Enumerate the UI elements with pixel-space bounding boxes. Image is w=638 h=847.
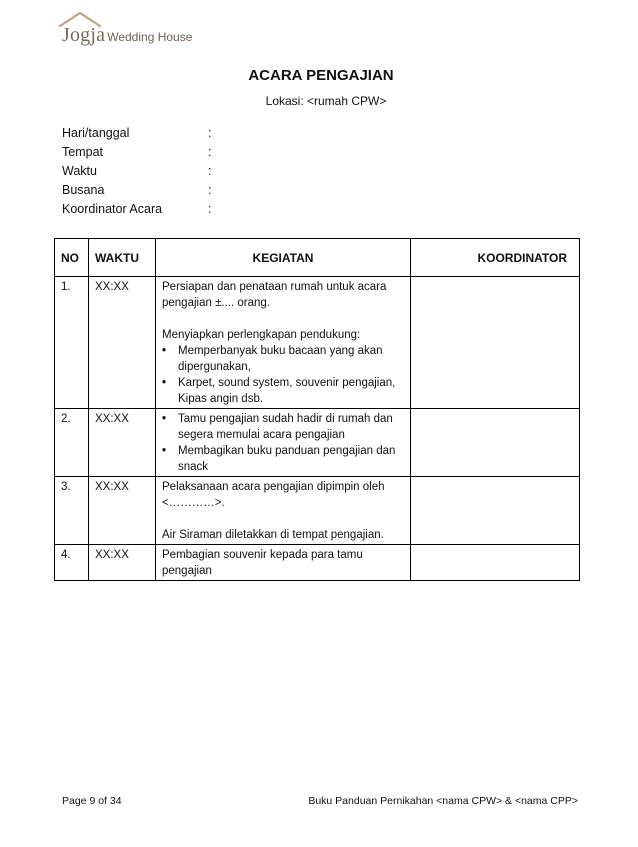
cell-kegiatan: [156, 477, 411, 545]
bullet-item: • Memperbanyak buku bacaan yang akan dipergunakan,: [162, 343, 404, 375]
info-colon: :: [208, 126, 212, 140]
logo: [58, 10, 228, 46]
cell-no: 4.: [55, 545, 89, 581]
info-label: Waktu: [62, 164, 97, 178]
activity-text: Menyiapkan perlengkapan pendukung:: [162, 329, 361, 341]
info-label: Hari/tanggal: [62, 126, 130, 140]
info-colon: :: [208, 145, 212, 159]
cell-no: 2.: [55, 409, 89, 477]
cell-kegiatan: [156, 545, 411, 581]
activity-text: Pembagian souvenir kepada para tamu pengajian: [162, 549, 363, 577]
header-koordinator: KOORDINATOR: [411, 239, 580, 277]
header-no: NO: [55, 239, 89, 277]
document-title-text: ACARA PENGAJIAN: [248, 67, 394, 84]
schedule-table: [54, 238, 580, 581]
page-number: Page 9 of 34: [62, 795, 122, 807]
info-label: Tempat: [62, 145, 103, 159]
bullet-item: • Karpet, sound system, souvenir pengajian, Kipas angin dsb.: [162, 375, 404, 407]
info-label: Busana: [62, 183, 105, 197]
footer-book-title: Buku Panduan Pernikahan <nama CPW> & <nama CPP>: [308, 795, 578, 807]
document-title: [0, 67, 638, 84]
info-label: Koordinator Acara: [62, 202, 163, 216]
cell-koordinator: [411, 409, 580, 477]
cell-waktu: XX:XX: [89, 277, 156, 409]
header-kegiatan: KEGIATAN: [156, 239, 411, 277]
activity-text: Persiapan dan penataan rumah untuk acara pengajian ±.... orang.: [162, 281, 387, 309]
logo-main-text: Jogja: [62, 24, 106, 46]
cell-waktu: XX:XX: [89, 545, 156, 581]
table-header-row: [55, 239, 580, 277]
info-colon: :: [208, 202, 212, 216]
cell-waktu: XX:XX: [89, 477, 156, 545]
table-row: [55, 477, 580, 545]
table-row: [55, 277, 580, 409]
activity-text: Air Siraman diletakkan di tempat pengajian.: [162, 529, 384, 541]
cell-koordinator: [411, 477, 580, 545]
activity-bullets: [162, 343, 404, 407]
bullet-item: • Tamu pengajian sudah hadir di rumah dan segera memulai acara pengajian: [162, 411, 404, 443]
bullet-item: • Membagikan buku panduan pengajian dan snack: [162, 443, 404, 475]
cell-waktu: XX:XX: [89, 409, 156, 477]
activity-bullets: [162, 411, 404, 475]
table-row: [55, 545, 580, 581]
table-row: [55, 409, 580, 477]
header-waktu: WAKTU: [89, 239, 156, 277]
info-colon: :: [208, 164, 212, 178]
cell-koordinator: [411, 545, 580, 581]
logo-text: [62, 24, 192, 47]
info-colon: :: [208, 183, 212, 197]
cell-kegiatan: [156, 277, 411, 409]
cell-koordinator: [411, 277, 580, 409]
activity-text: Pelaksanaan acara pengajian dipimpin oleh <…………>.: [162, 481, 385, 509]
logo-sub-text: Wedding House: [107, 30, 193, 44]
cell-no: 3.: [55, 477, 89, 545]
cell-kegiatan: [156, 409, 411, 477]
cell-no: 1.: [55, 277, 89, 409]
document-location: Lokasi: <rumah CPW>: [265, 94, 387, 108]
